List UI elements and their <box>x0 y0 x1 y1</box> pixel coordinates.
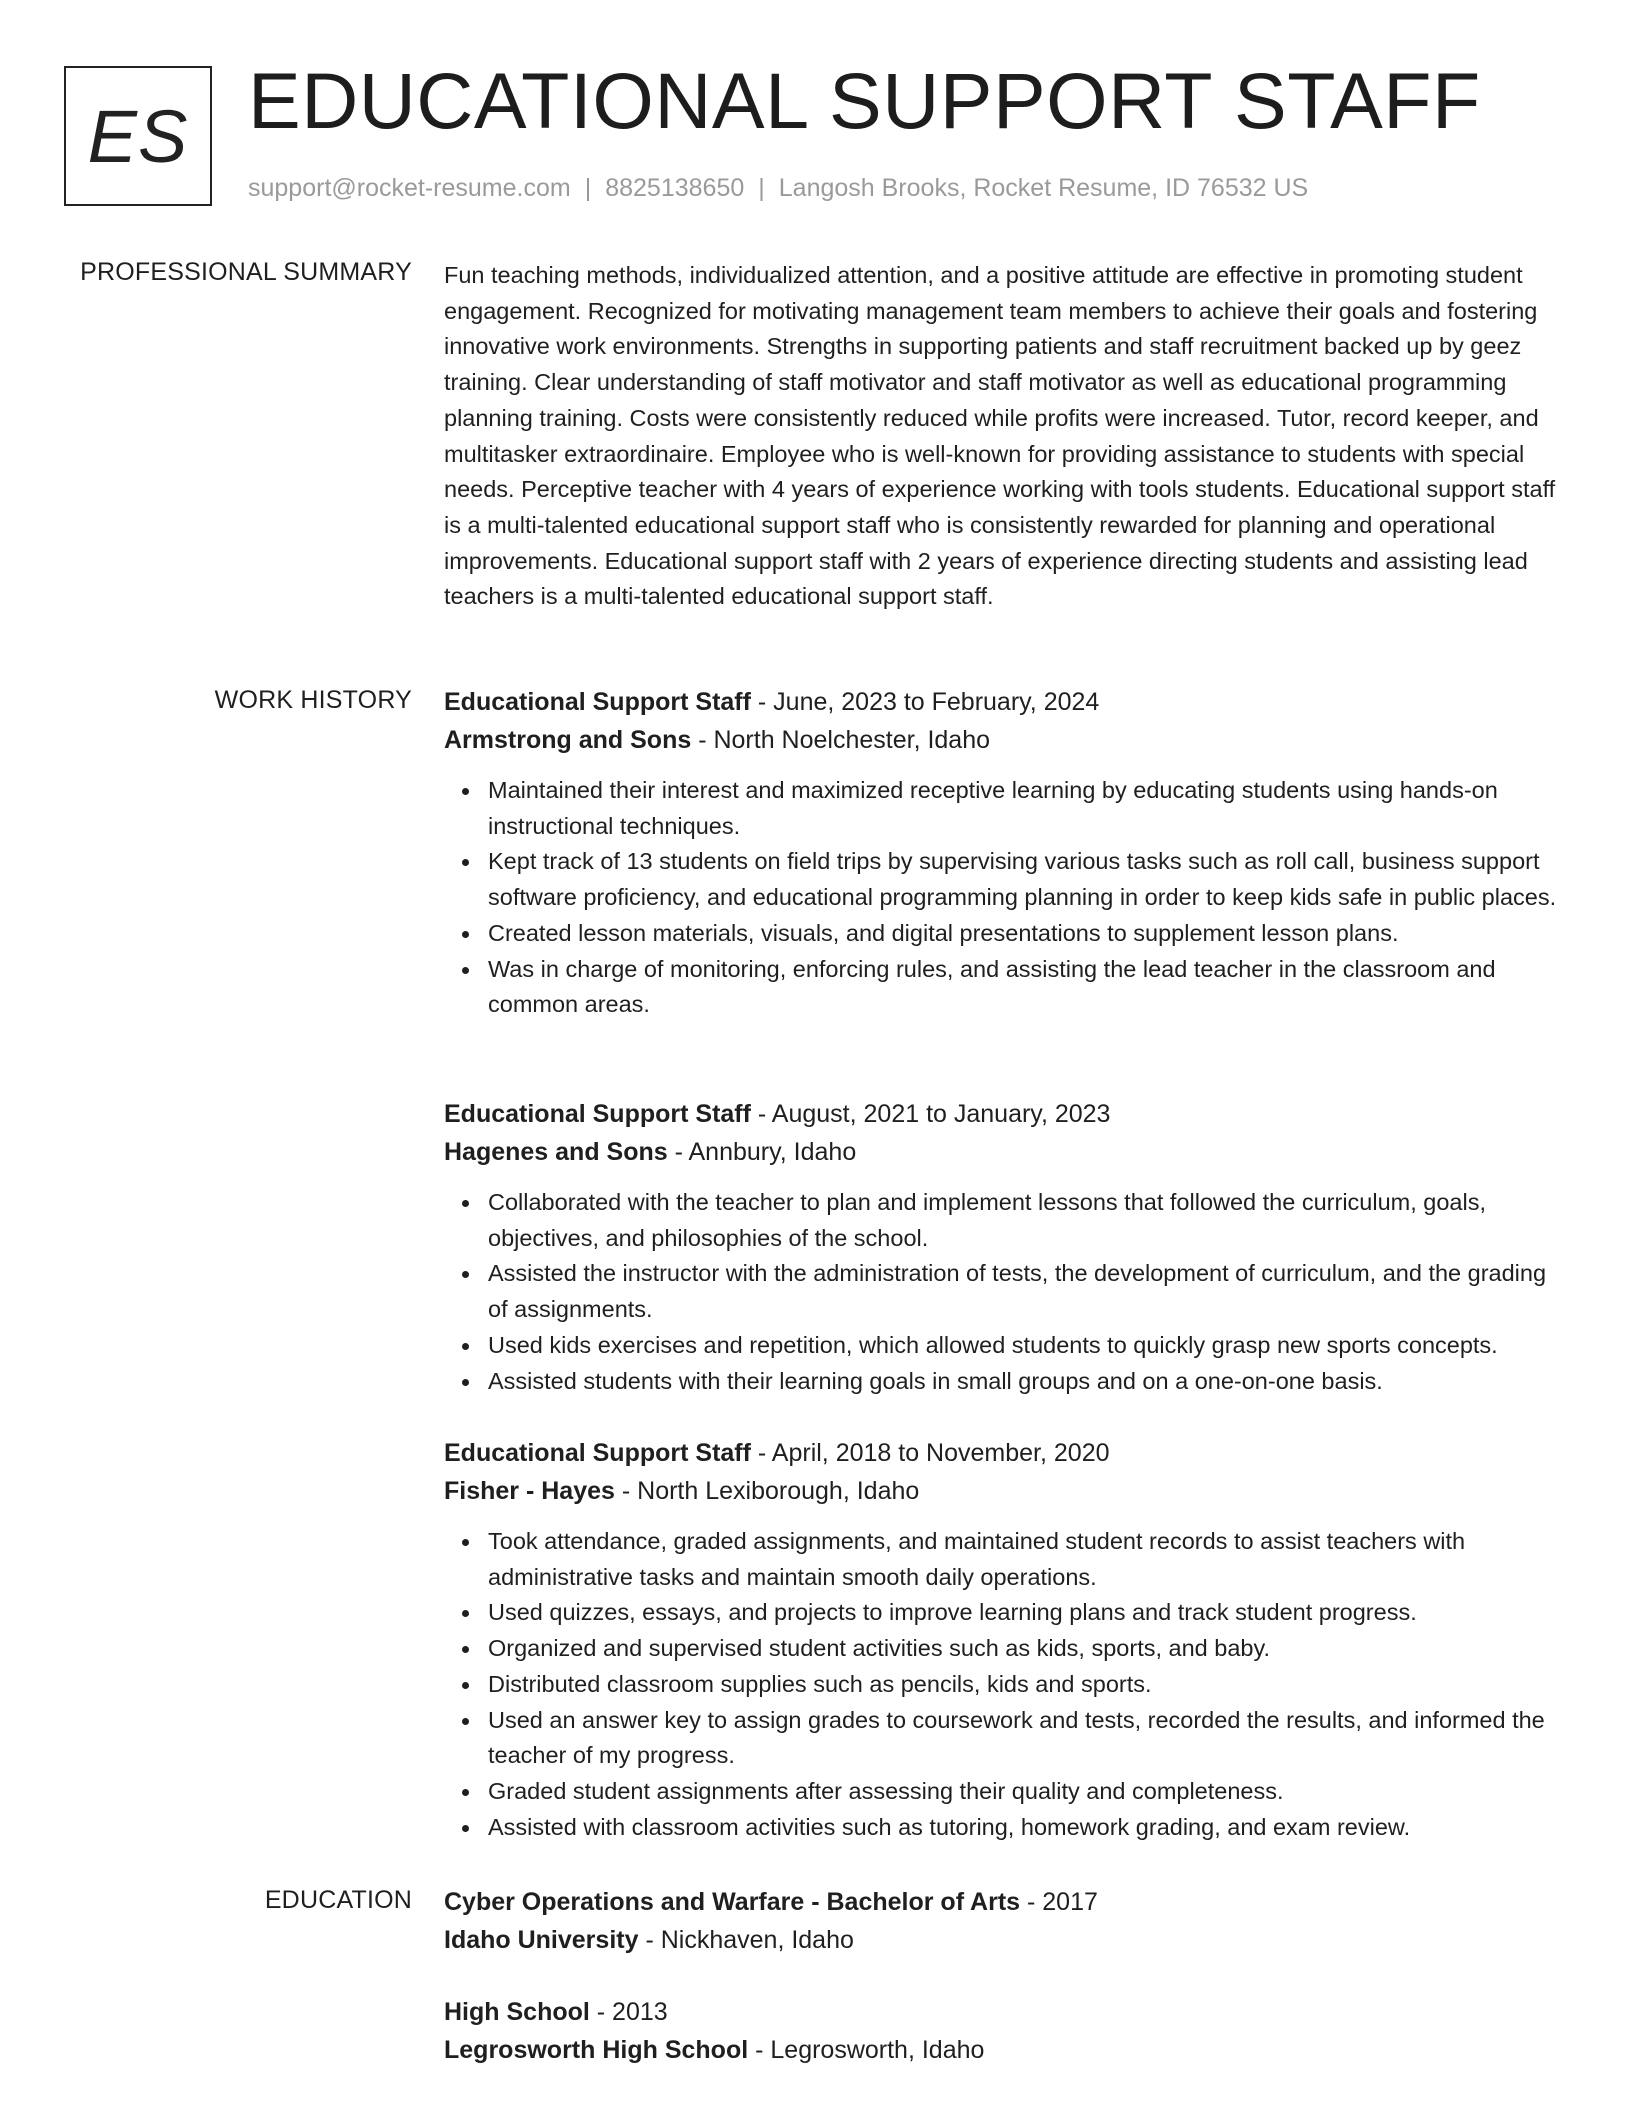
job-title-line <box>444 1095 1560 1133</box>
job-bullet: Organized and supervised student activities such as kids, sports, and baby. <box>488 1631 1560 1667</box>
job-entry <box>444 1434 1560 1845</box>
job-bullet: Collaborated with the teacher to plan and implement lessons that followed the curriculum, goals, objectives, and philosophies of the school. <box>488 1185 1560 1256</box>
education-year: - 2017 <box>1020 1888 1098 1916</box>
section-label-education: EDUCATION <box>264 1886 412 1914</box>
job-company-line <box>444 1472 1560 1510</box>
job-dates: - August, 2021 to January, 2023 <box>750 1100 1111 1128</box>
education-degree: Cyber Operations and Warfare - Bachelor of Arts <box>444 1888 1021 1916</box>
section-label-work-history: WORK HISTORY <box>214 686 412 714</box>
education-school-line <box>444 1921 1560 1959</box>
contact-email[interactable]: support@rocket-resume.com <box>248 174 571 202</box>
job-company: Armstrong and Sons <box>444 726 692 754</box>
education-school: Legrosworth High School <box>444 2036 749 2064</box>
education-entry <box>444 1883 1560 1959</box>
job-bullet: Distributed classroom supplies such as pencils, kids and sports. <box>488 1667 1560 1703</box>
job-bullet: Assisted students with their learning goals in small groups and on a one-on-one basis. <box>488 1364 1560 1400</box>
education-degree-line <box>444 1883 1560 1921</box>
job-company: Fisher - Hayes <box>444 1477 615 1505</box>
job-title: Educational Support Staff <box>444 1439 751 1467</box>
job-location: - North Noelchester, Idaho <box>691 726 991 754</box>
contact-separator: | <box>758 174 765 202</box>
job-entry <box>444 683 1560 1023</box>
job-bullet-list <box>444 1185 1560 1399</box>
job-bullet-list <box>444 1524 1560 1845</box>
page-title: EDUCATIONAL SUPPORT STAFF <box>248 56 1481 145</box>
contact-separator: | <box>584 174 592 202</box>
job-bullet: Used kids exercises and repetition, which allowed students to quickly grasp new sports concepts. <box>488 1328 1560 1364</box>
job-dates: - April, 2018 to November, 2020 <box>750 1439 1110 1467</box>
job-entry <box>444 1095 1560 1399</box>
job-company-line <box>444 1133 1560 1171</box>
contact-phone[interactable]: 8825138650 <box>605 174 745 202</box>
job-bullet: Used an answer key to assign grades to coursework and tests, recorded the results, and informed the teacher of my progress. <box>488 1703 1560 1774</box>
job-bullet: Was in charge of monitoring, enforcing rules, and assisting the lead teacher in the classroom and common areas. <box>488 952 1560 1023</box>
job-title: Educational Support Staff <box>444 688 751 716</box>
job-title-line <box>444 1434 1560 1472</box>
summary-section <box>444 258 1560 615</box>
job-location: - Annbury, Idaho <box>667 1138 857 1166</box>
job-bullet: Assisted with classroom activities such as tutoring, homework grading, and exam review. <box>488 1810 1560 1846</box>
summary-text: Fun teaching methods, individualized attention, and a positive attitude are effective in promoting student engagement. Recognized for motivating management team members to achieve their goals and fostering innovative work environments. Strengths in supporting patients and staff recruitment backed up by geez training. Clear understanding of staff motivator and staff motivator as well as educational programming planning training. Costs were consistently reduced while profits were increased. Tutor, record keeper, and multitasker extraordinaire. Employee who is well-known for providing assistance to students with special needs. Perceptive teacher with 4 years of experience working with tools students. Educational support staff is a multi-talented educational support staff who is consistently rewarded for planning and operational improvements. Educational support staff with 2 years of experience directing students and assisting lead teachers is a multi-talented educational support staff. <box>444 262 1556 610</box>
contact-address: Langosh Brooks, Rocket Resume, ID 76532 US <box>778 174 1309 202</box>
job-bullet: Took attendance, graded assignments, and maintained student records to assist teachers with administrative tasks and maintain smooth daily operations. <box>488 1524 1560 1595</box>
education-school-line <box>444 2031 1560 2069</box>
job-title-line <box>444 683 1560 721</box>
job-bullet: Kept track of 13 students on field trips by supervising various tasks such as roll call, business support software proficiency, and educational programming planning in order to keep kids safe in public places. <box>488 844 1560 915</box>
education-year: - 2013 <box>589 1998 668 2026</box>
education-degree: High School <box>444 1998 590 2026</box>
job-dates: - June, 2023 to February, 2024 <box>750 688 1100 716</box>
education-school: Idaho University <box>444 1926 639 1954</box>
contact-line <box>248 174 1308 203</box>
job-company: Hagenes and Sons <box>444 1138 668 1166</box>
job-location: - North Lexiborough, Idaho <box>614 1477 920 1505</box>
job-bullet: Assisted the instructor with the administration of tests, the development of curriculum, and the grading of assignments. <box>488 1256 1560 1327</box>
job-bullet-list <box>444 773 1560 1023</box>
job-bullet: Maintained their interest and maximized receptive learning by educating students using hands-on instructional techniques. <box>488 773 1560 844</box>
job-bullet: Used quizzes, essays, and projects to improve learning plans and track student progress. <box>488 1595 1560 1631</box>
job-company-line <box>444 721 1560 759</box>
education-location: - Nickhaven, Idaho <box>638 1926 854 1954</box>
job-bullet: Created lesson materials, visuals, and digital presentations to supplement lesson plans. <box>488 916 1560 952</box>
education-location: - Legrosworth, Idaho <box>748 2036 985 2064</box>
section-label-summary: PROFESSIONAL SUMMARY <box>80 258 412 286</box>
job-title: Educational Support Staff <box>444 1100 751 1128</box>
monogram-logo: ES <box>64 66 212 206</box>
education-degree-line <box>444 1993 1560 2031</box>
job-bullet: Graded student assignments after assessing their quality and completeness. <box>488 1774 1560 1810</box>
education-entry <box>444 1993 1560 2069</box>
